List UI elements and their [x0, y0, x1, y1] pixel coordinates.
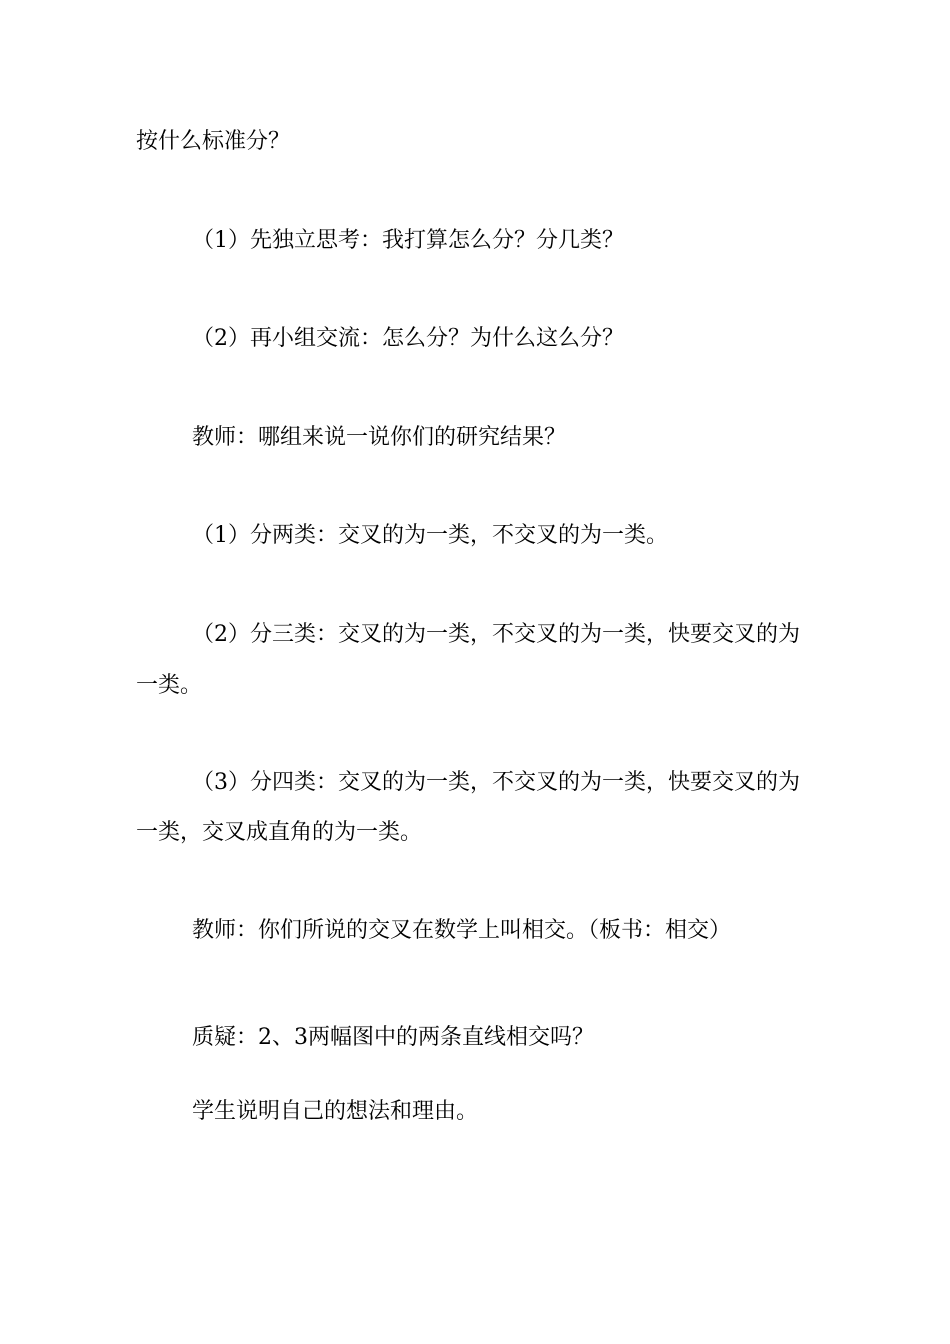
text-line: 按什么标准分？ [136, 129, 291, 154]
text-line: 教师：哪组来说一说你们的研究结果？ [192, 425, 567, 450]
text-line: 质疑：2、3两幅图中的两条直线相交吗？ [192, 1025, 594, 1050]
text-line: （2）再小组交流：怎么分？为什么这么分？ [192, 326, 624, 351]
text-line: 教师：你们所说的交叉在数学上叫相交。（板书：相交） [192, 918, 732, 943]
text-line: （3）分四类：交叉的为一类，不交叉的为一类，快要交叉的为 [192, 770, 800, 795]
text-line: （1）先独立思考：我打算怎么分？分几类？ [192, 228, 624, 253]
text-line: 一类，交叉成直角的为一类。 [136, 820, 423, 845]
text-line: （2）分三类：交叉的为一类，不交叉的为一类，快要交叉的为 [192, 622, 800, 647]
text-line: 一类。 [136, 673, 203, 698]
text-line: 学生说明自己的想法和理由。 [192, 1099, 479, 1124]
text-line: （1）分两类：交叉的为一类，不交叉的为一类。 [192, 523, 668, 548]
